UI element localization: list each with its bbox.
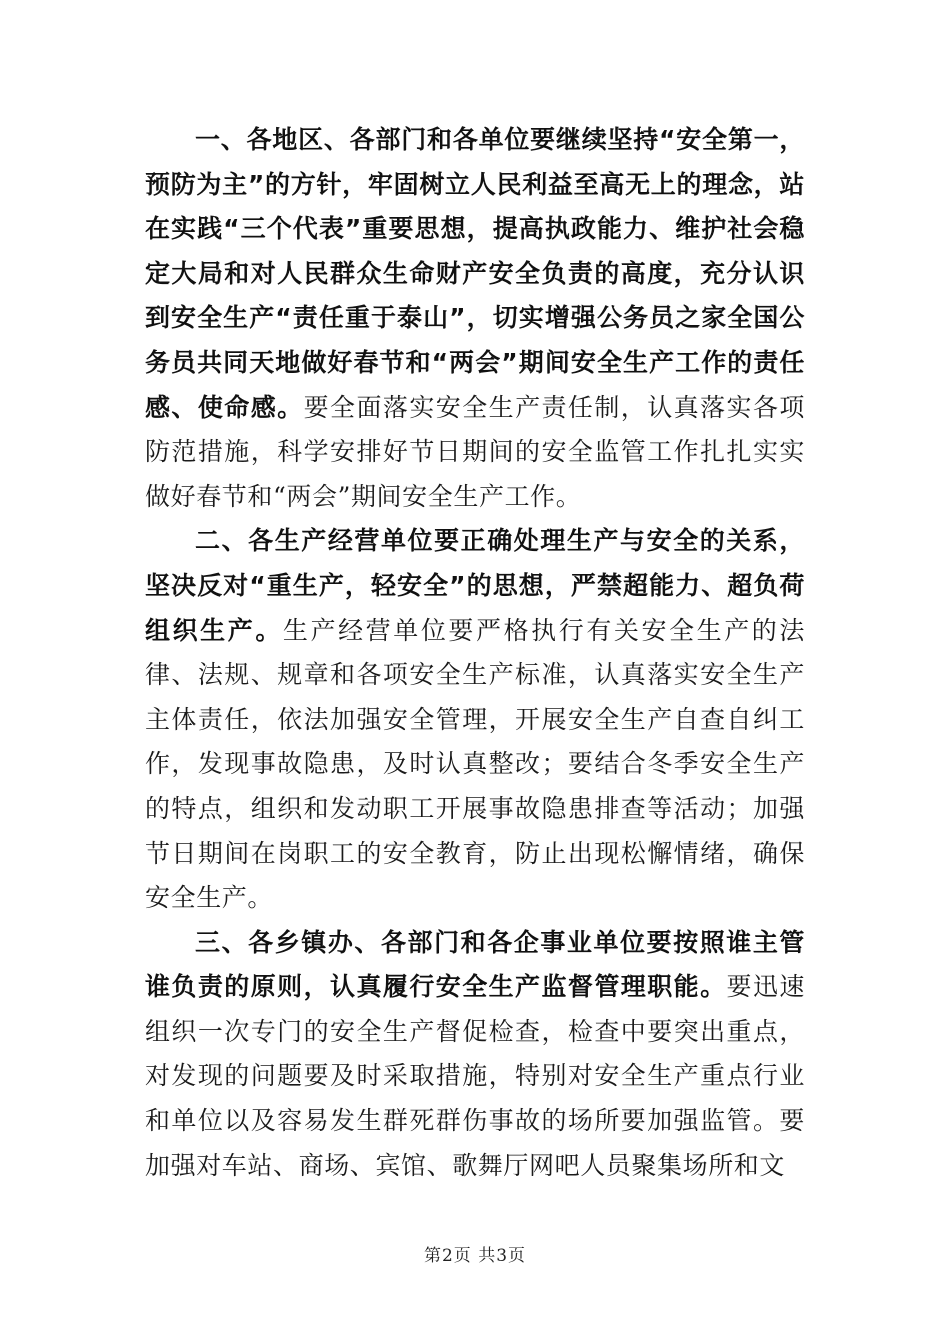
paragraph-3-heading: 三、各乡镇办、各部门和各企事业单位要按照谁主管谁负责的原则，认真履行安全生产监督管理职能。 bbox=[145, 927, 805, 1002]
paragraph-2 bbox=[145, 519, 805, 920]
paragraph-3 bbox=[145, 921, 805, 1189]
paragraph-3-body: 要迅速组织一次专门的安全生产督促检查，检查中要突出重点，对发现的问题要及时采取措施，特别对安全生产重点行业和单位以及容易发生群死群伤事故的场所要加强监管。要加强对车站、商场、宾馆、歌舞厅网吧人员聚集场所和文 bbox=[145, 972, 805, 1180]
paragraph-2-body: 生产经营单位要严格执行有关安全生产的法律、法规、规章和各项安全生产标准，认真落实安全生产主体责任，依法加强安全管理，开展安全生产自查自纠工作，发现事故隐患，及时认真整改；要结合冬季安全生产的特点，组织和发动职工开展事故隐患排查等活动；加强节日期间在岗职工的安全教育，防止出现松懈情绪，确保安全生产。 bbox=[145, 615, 805, 913]
document-body bbox=[145, 118, 805, 1188]
paragraph-1 bbox=[145, 118, 805, 519]
paragraph-2-heading: 二、各生产经营单位要正确处理生产与安全的关系，坚决反对“重生产，轻安全”的思想，严禁超能力、超负荷组织生产。 bbox=[145, 526, 805, 645]
page-footer: 第2页 共3页 bbox=[423, 1246, 527, 1266]
paragraph-1-body: 要全面落实安全生产责任制，认真落实各项防范措施，科学安排好节日期间的安全监管工作扎扎实实做好春节和“两会”期间安全生产工作。 bbox=[145, 392, 805, 511]
paragraph-1-heading: 一、各地区、各部门和各单位要继续坚持“安全第一，预防为主”的方针，牢固树立人民利益至高无上的理念，站在实践“三个代表”重要思想，提高执政能力、维护社会稳定大局和对人民群众生命财产安全负责的高度，充分认识到安全生产“责任重于泰山”，切实增强公务员之家全国公务员共同天地做好春节和“两会”期间安全生产工作的责任感、使命感。 bbox=[145, 125, 805, 422]
